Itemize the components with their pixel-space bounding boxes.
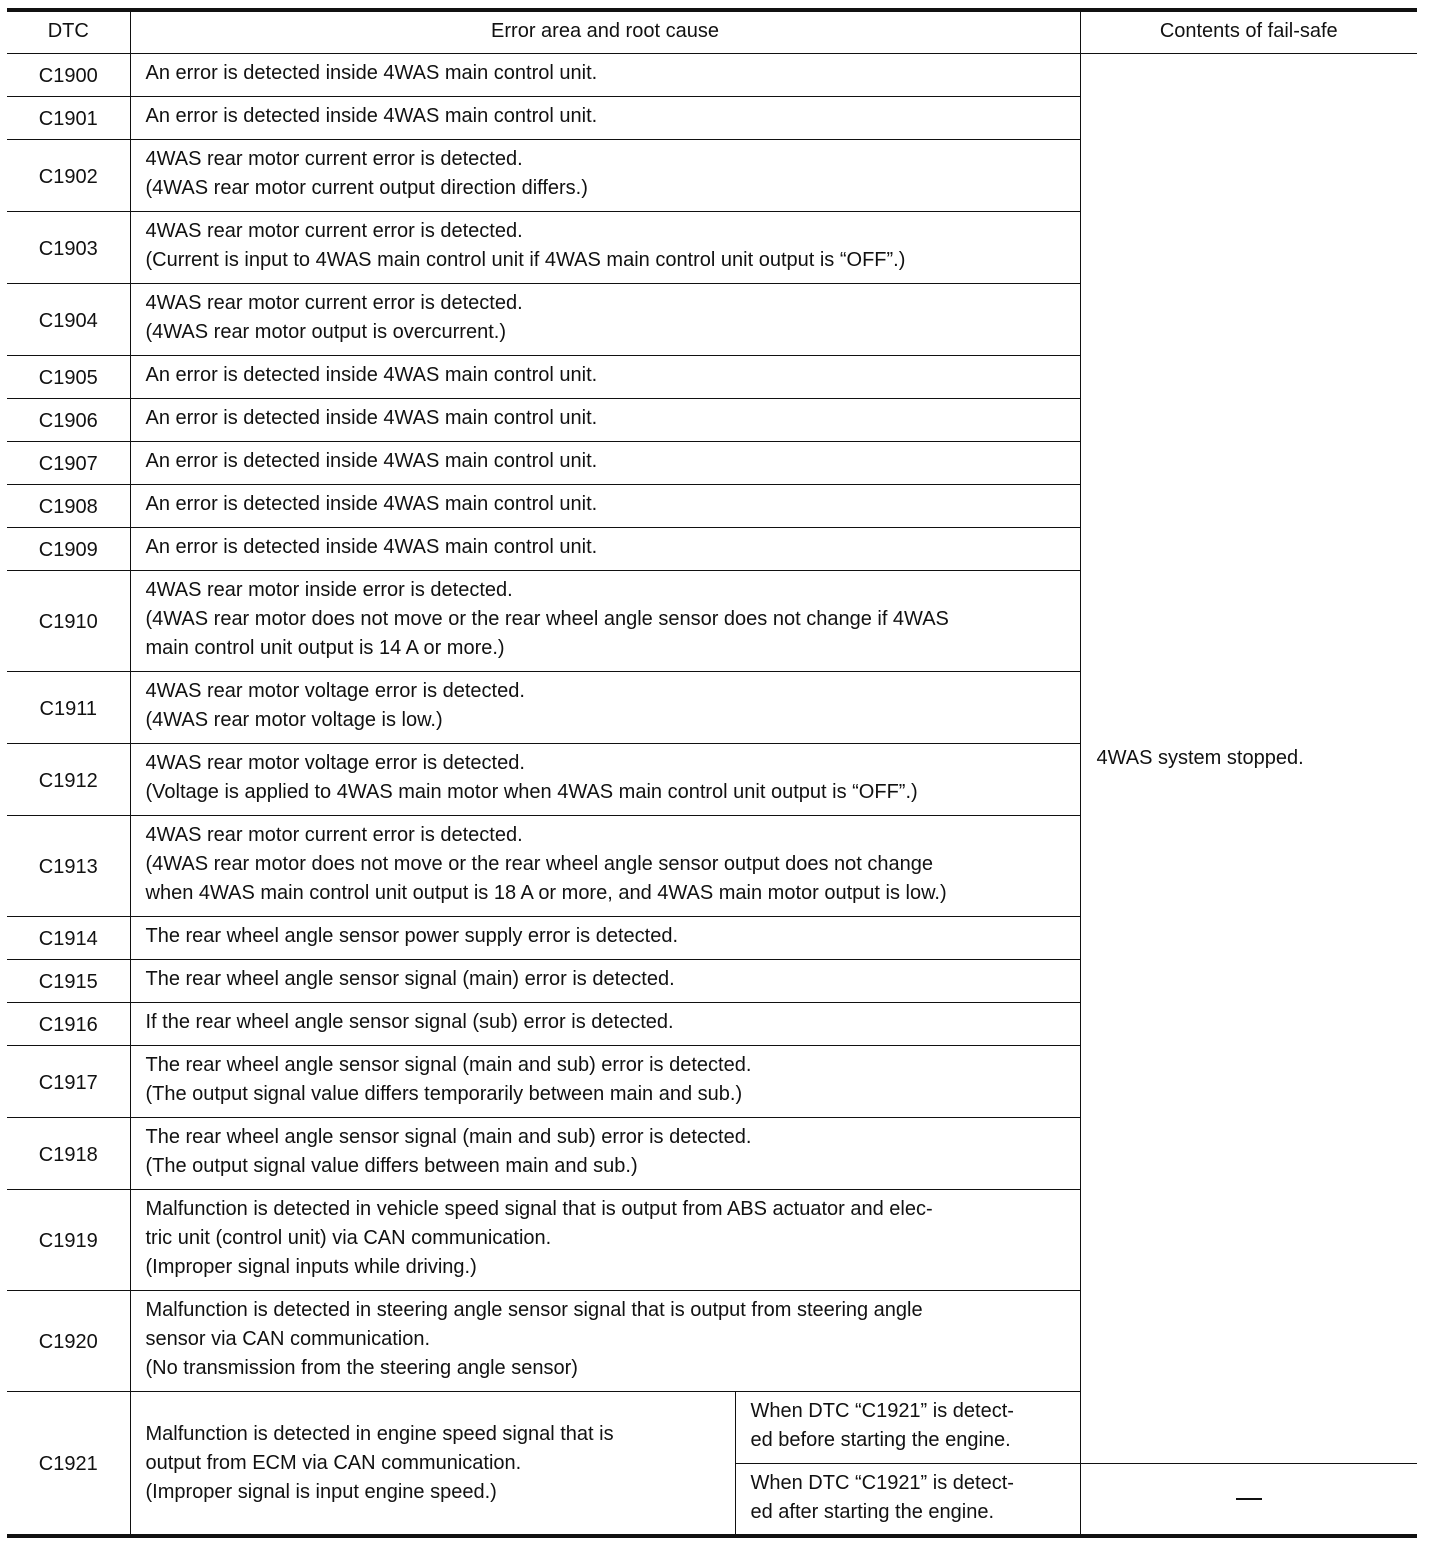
error-description	[130, 1392, 735, 1536]
description-line: 4WAS rear motor voltage error is detected.	[145, 680, 525, 702]
description-line: 4WAS rear motor current error is detected.	[145, 824, 523, 846]
description-line: An error is detected inside 4WAS main control unit.	[145, 364, 598, 386]
description-line: The rear wheel angle sensor power supply error is detected.	[145, 925, 678, 947]
dtc-code: C1907	[7, 442, 130, 485]
dtc-code: C1913	[7, 816, 130, 917]
error-description	[130, 485, 1080, 528]
description-line: (4WAS rear motor current output direction differs.)	[145, 177, 588, 199]
dtc-code: C1905	[7, 356, 130, 399]
dtc-code: C1918	[7, 1118, 130, 1190]
description-line: The rear wheel angle sensor signal (main and sub) error is detected.	[145, 1054, 752, 1076]
description-line: The rear wheel angle sensor signal (main and sub) error is detected.	[145, 1126, 752, 1148]
header-dtc: DTC	[7, 10, 130, 54]
condition-line: When DTC “C1921” is detect-	[750, 1472, 1014, 1494]
dtc-code: C1904	[7, 284, 130, 356]
error-description	[130, 1190, 1080, 1291]
description-line: (Improper signal is input engine speed.)	[145, 1480, 497, 1503]
description-line: (The output signal value differs temporarily between main and sub.)	[145, 1083, 743, 1105]
description-line: (Current is input to 4WAS main control unit if 4WAS main control unit output is “OFF”.)	[145, 249, 906, 271]
dtc-code: C1921	[7, 1392, 130, 1536]
description-line: output from ECM via CAN communication.	[145, 1451, 522, 1474]
error-description	[130, 212, 1080, 284]
error-description	[130, 442, 1080, 485]
dtc-code: C1911	[7, 672, 130, 744]
table-body	[7, 54, 1417, 1536]
description-line: (4WAS rear motor does not move or the rear wheel angle sensor does not change if 4WAS	[145, 608, 949, 630]
error-description	[130, 960, 1080, 1003]
detection-condition	[735, 1464, 1080, 1536]
description-line: main control unit output is 14 A or more.)	[145, 637, 505, 659]
description-line: (4WAS rear motor output is overcurrent.)	[145, 321, 506, 343]
error-description	[130, 1291, 1080, 1392]
dtc-code: C1910	[7, 571, 130, 672]
description-line: Malfunction is detected in steering angle sensor signal that is output from steering angle	[145, 1299, 923, 1321]
error-description	[130, 816, 1080, 917]
description-line: when 4WAS main control unit output is 18 A or more, and 4WAS main motor output is low.)	[145, 882, 947, 904]
description-line: sensor via CAN communication.	[145, 1328, 431, 1350]
description-line: 4WAS rear motor current error is detected.	[145, 148, 523, 170]
condition-line: ed before starting the engine.	[750, 1429, 1011, 1451]
description-line: An error is detected inside 4WAS main control unit.	[145, 450, 598, 472]
header-row	[7, 10, 1417, 54]
description-line: tric unit (control unit) via CAN communication.	[145, 1227, 552, 1249]
detection-condition	[735, 1392, 1080, 1464]
dtc-code: C1916	[7, 1003, 130, 1046]
table-row	[7, 54, 1417, 97]
dtc-code: C1915	[7, 960, 130, 1003]
error-description	[130, 917, 1080, 960]
error-description	[130, 97, 1080, 140]
dtc-code: C1919	[7, 1190, 130, 1291]
description-line: (4WAS rear motor does not move or the rear wheel angle sensor output does not change	[145, 853, 933, 875]
header-error-area: Error area and root cause	[130, 10, 1080, 54]
error-description	[130, 284, 1080, 356]
description-line: Malfunction is detected in vehicle speed signal that is output from ABS actuator and elec-	[145, 1198, 933, 1220]
dtc-code: C1917	[7, 1046, 130, 1118]
dtc-code: C1909	[7, 528, 130, 571]
description-line: 4WAS rear motor inside error is detected.	[145, 579, 513, 601]
error-description	[130, 528, 1080, 571]
dtc-code: C1912	[7, 744, 130, 816]
description-line: An error is detected inside 4WAS main control unit.	[145, 407, 598, 429]
dtc-code: C1906	[7, 399, 130, 442]
dtc-code: C1914	[7, 917, 130, 960]
error-description	[130, 1003, 1080, 1046]
error-description	[130, 744, 1080, 816]
description-line: 4WAS rear motor voltage error is detected.	[145, 752, 525, 774]
description-line: An error is detected inside 4WAS main control unit.	[145, 62, 598, 84]
fail-safe-content: 4WAS system stopped.	[1080, 54, 1417, 1464]
header-fail-safe: Contents of fail-safe	[1080, 10, 1417, 54]
description-line: (Voltage is applied to 4WAS main motor when 4WAS main control unit output is “OFF”.)	[145, 781, 918, 803]
fail-safe-none	[1080, 1464, 1417, 1536]
error-description	[130, 54, 1080, 97]
error-description	[130, 356, 1080, 399]
error-description	[130, 571, 1080, 672]
error-description	[130, 399, 1080, 442]
description-line: An error is detected inside 4WAS main control unit.	[145, 536, 598, 558]
dtc-code: C1908	[7, 485, 130, 528]
description-line: The rear wheel angle sensor signal (main) error is detected.	[145, 968, 675, 990]
dtc-code: C1903	[7, 212, 130, 284]
error-description	[130, 1046, 1080, 1118]
description-line: If the rear wheel angle sensor signal (sub) error is detected.	[145, 1011, 674, 1033]
description-line: An error is detected inside 4WAS main control unit.	[145, 105, 598, 127]
dtc-code: C1920	[7, 1291, 130, 1392]
error-description	[130, 140, 1080, 212]
error-description	[130, 672, 1080, 744]
description-line: 4WAS rear motor current error is detected.	[145, 220, 523, 242]
dtc-code: C1901	[7, 97, 130, 140]
description-line: Malfunction is detected in engine speed signal that is	[145, 1422, 614, 1445]
error-description	[130, 1118, 1080, 1190]
condition-line: ed after starting the engine.	[750, 1501, 994, 1523]
description-line: (No transmission from the steering angle sensor)	[145, 1357, 578, 1379]
description-line: (Improper signal inputs while driving.)	[145, 1256, 477, 1278]
em-dash-mark	[1236, 1498, 1262, 1500]
dtc-code: C1902	[7, 140, 130, 212]
dtc-failsafe-table	[7, 8, 1417, 1538]
condition-line: When DTC “C1921” is detect-	[750, 1400, 1014, 1422]
description-line: An error is detected inside 4WAS main control unit.	[145, 493, 598, 515]
dtc-code: C1900	[7, 54, 130, 97]
description-line: (The output signal value differs between main and sub.)	[145, 1155, 638, 1177]
description-line: 4WAS rear motor current error is detected.	[145, 292, 523, 314]
description-line: (4WAS rear motor voltage is low.)	[145, 709, 443, 731]
